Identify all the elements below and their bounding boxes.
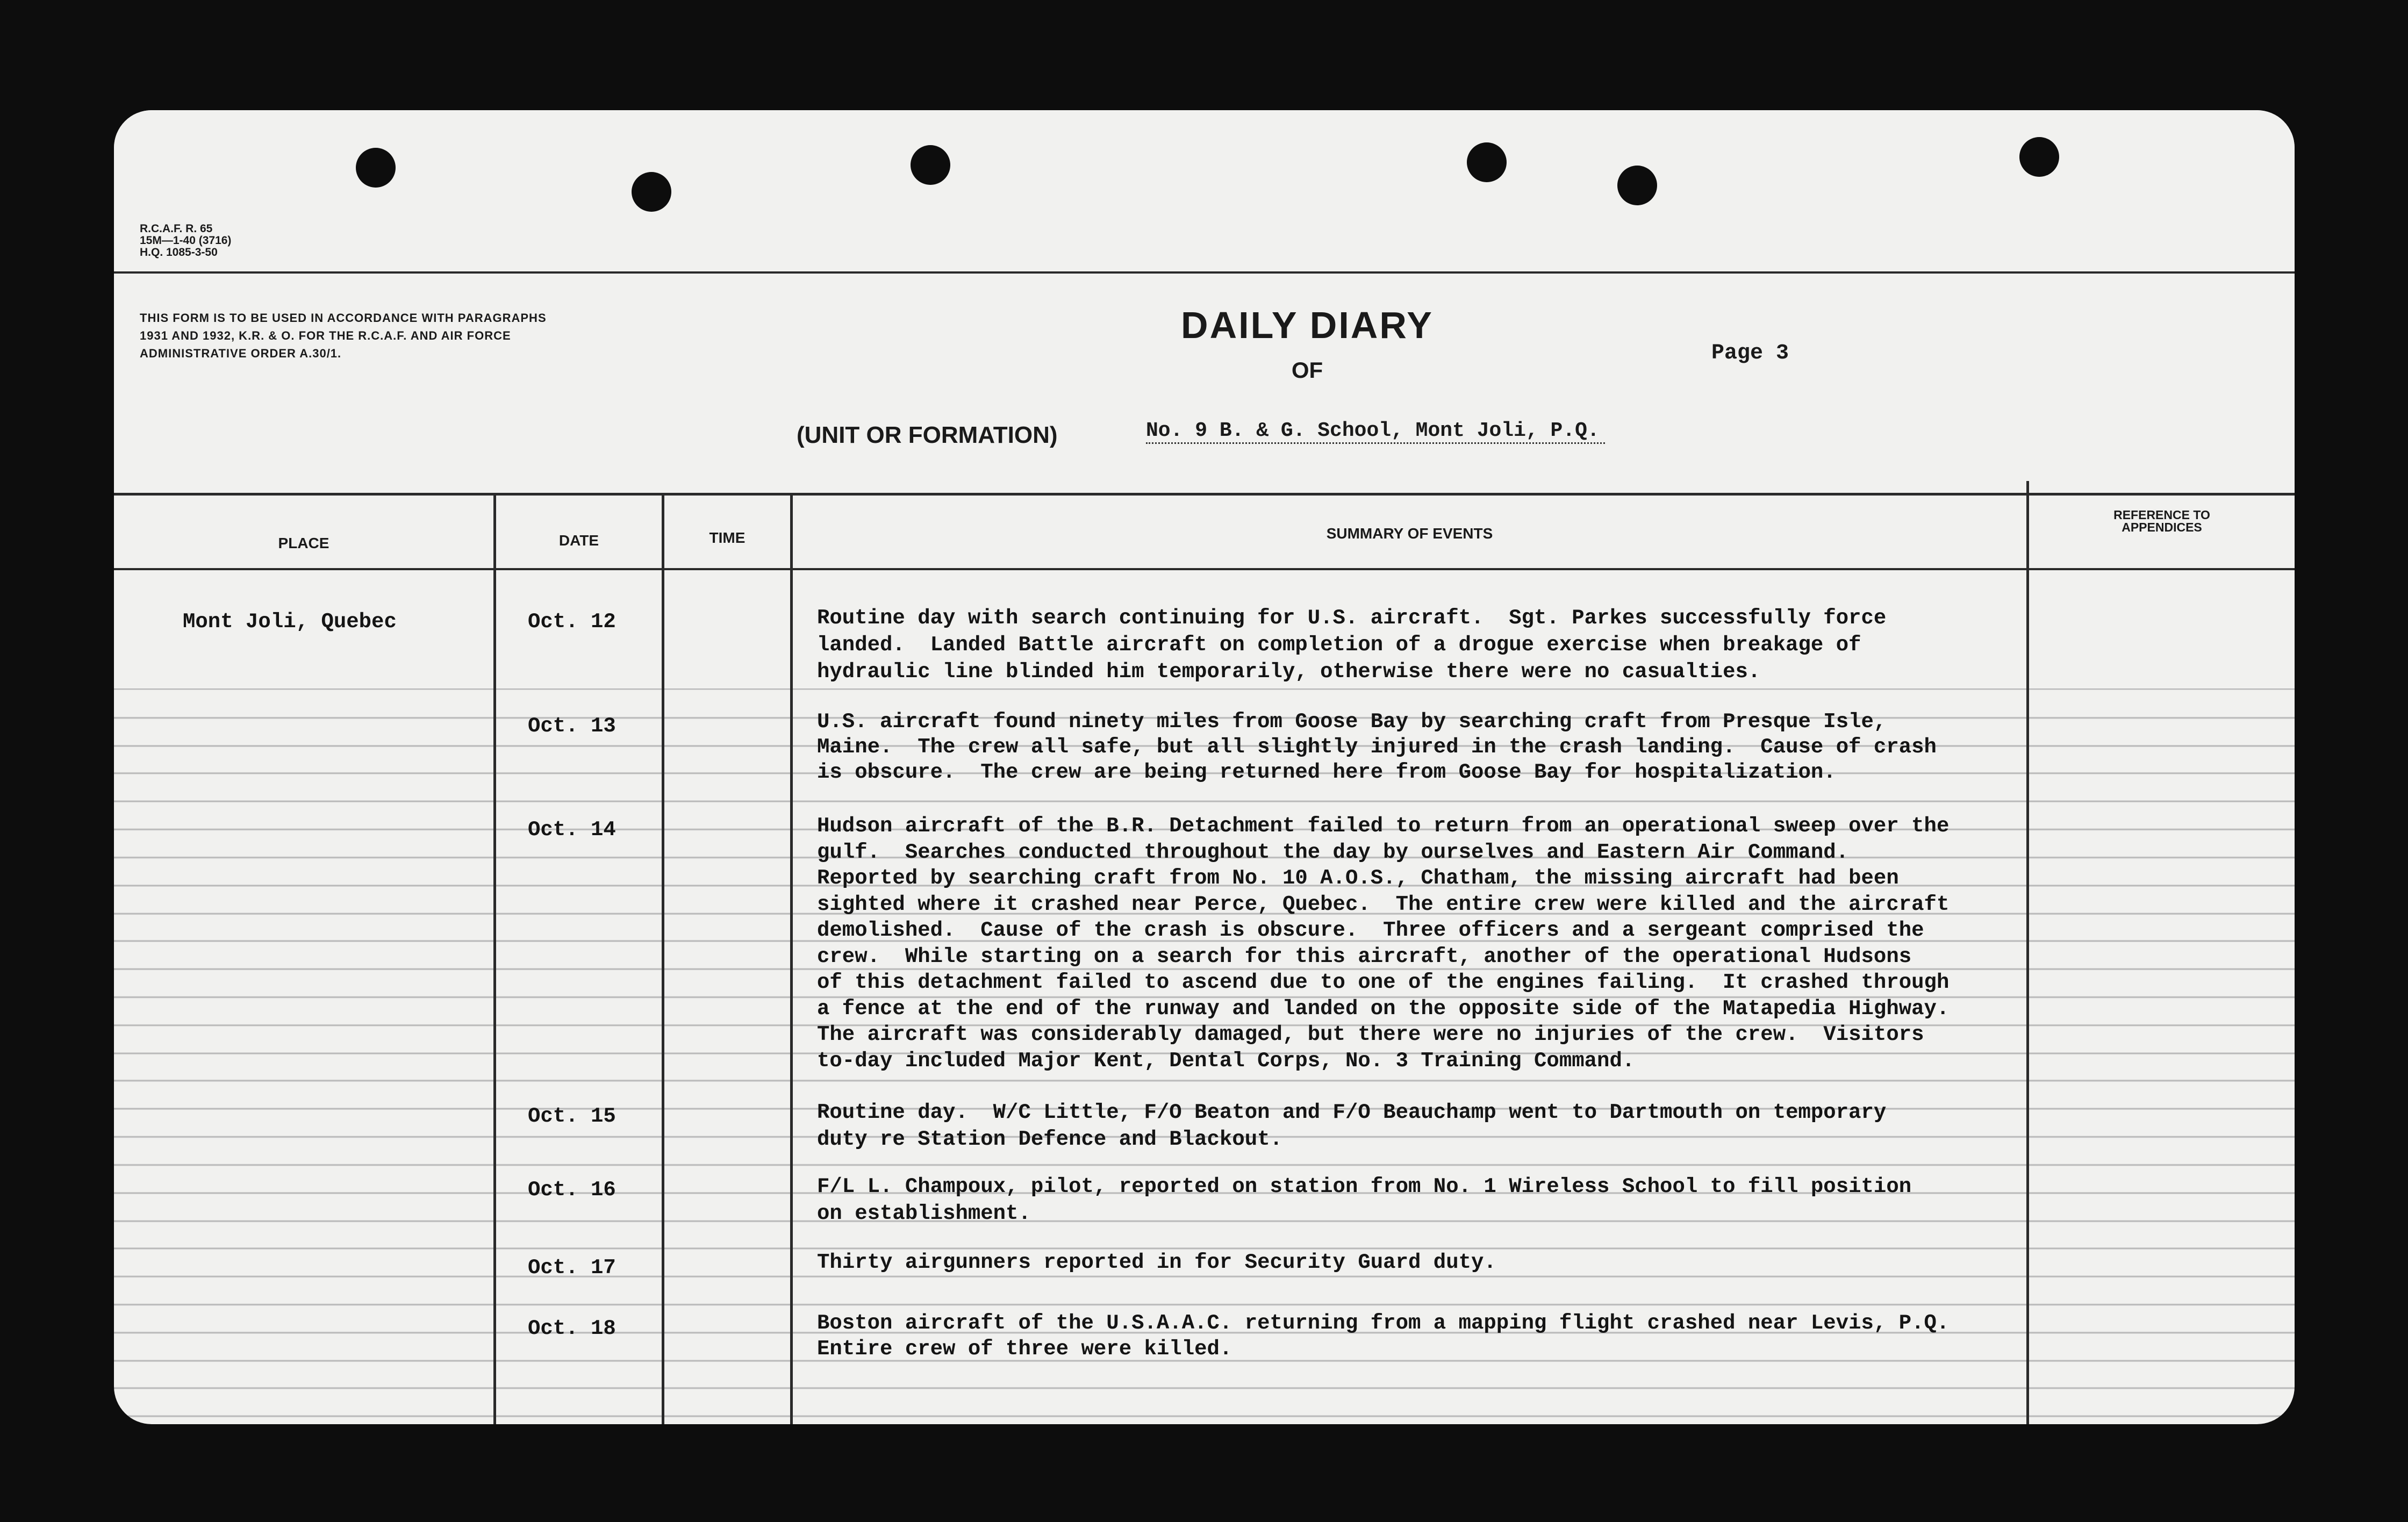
column-divider: [790, 493, 793, 1424]
punch-hole: [911, 145, 950, 185]
column-header-summary: SUMMARY OF EVENTS: [1326, 525, 1493, 542]
date-value: Oct. 15: [528, 1104, 616, 1128]
unit-label: (UNIT OR FORMATION): [797, 422, 1058, 448]
summary-text: Routine day with search continuing for U.S. aircraft. Sgt. Parkes successfully force landed. Landed Battle aircraft on completion of a drogue exercise when breakage of hydraulic line blinded him temporarily, otherwise there were no casualties.: [817, 606, 1887, 684]
summary-text: Thirty airgunners reported in for Security Guard duty.: [817, 1251, 1496, 1274]
form-notice: THIS FORM IS TO BE USED IN ACCORDANCE WITH PARAGRAPHS 1931 AND 1932, K.R. & O. FOR THE R.C.A.F. AND AIR FORCE ADMINISTRATIVE ORDER A.30/1.: [140, 311, 547, 360]
column-header-place: PLACE: [278, 535, 329, 551]
date-value: Oct. 17: [528, 1256, 616, 1280]
header-rule: [114, 271, 2295, 274]
diary-card: [114, 110, 2295, 1424]
form-code-line: H.Q. 1085-3-50: [140, 246, 218, 259]
date-value: Oct. 13: [528, 714, 616, 738]
summary-text: Boston aircraft of the U.S.A.A.C. returning from a mapping flight crashed near Levis, P.Q. Entire crew of three were killed.: [817, 1311, 1950, 1361]
punch-hole: [1617, 166, 1657, 205]
header-area: [114, 110, 2295, 688]
page-number: Page 3: [1711, 341, 1789, 365]
date-value: Oct. 14: [528, 818, 616, 842]
form-code: [140, 223, 231, 259]
punch-hole: [356, 148, 396, 188]
form-code-line: R.C.A.F. R. 65: [140, 222, 213, 235]
punch-hole: [2019, 137, 2059, 177]
date-value: Oct. 12: [528, 610, 616, 634]
date-value: Oct. 18: [528, 1317, 616, 1340]
punch-hole: [1467, 142, 1507, 182]
date-value: Oct. 16: [528, 1178, 616, 1202]
punch-hole: [632, 172, 671, 212]
form-code-line: 15M—1-40 (3716): [140, 234, 232, 247]
column-header-date: DATE: [558, 532, 599, 549]
unit-value: No. 9 B. & G. School, Mont Joli, P.Q.: [1146, 419, 1605, 444]
summary-text: U.S. aircraft found ninety miles from Goose Bay by searching craft from Presque Isle, Maine. The crew all safe, but all slightly injured in the crash landing. Cause of crash is obscure. The crew are being returned here from Goose Bay for hospitalization.: [817, 710, 1937, 784]
column-header-rule: [114, 568, 2295, 570]
column-divider: [2026, 481, 2029, 1424]
summary-text: F/L L. Champoux, pilot, reported on station from No. 1 Wireless School to fill position on establishment.: [817, 1175, 1912, 1225]
summary-text: Hudson aircraft of the B.R. Detachment failed to return from an operational sweep over the gulf. Searches conducted throughout the day by ourselves and Eastern Air Command. Reported by searching craft from No. 10 A.O.S., Chatham, the missing aircraft had been sighted where it crashed near Perce, Quebec. The entire crew were killed and the aircraft demolished. Cause of the crash is obscure. Three officers and a sergeant comprised the crew. While starting on a search for this aircraft, another of the operational Hudsons of this detachment failed to ascend due to one of the engines failing. It crashed through a fence at the end of the runway and landed on the opposite side of the Matapedia Highway. The aircraft was considerably damaged, but there were no injuries of the crew. Visitors to-day included Major Kent, Dental Corps, No. 3 Training Command.: [817, 814, 1950, 1073]
column-divider: [493, 493, 496, 1424]
column-divider: [662, 493, 664, 1424]
place-value: Mont Joli, Quebec: [183, 610, 397, 634]
title-of: OF: [1291, 357, 1323, 383]
column-header-time: TIME: [709, 529, 746, 546]
table-top-rule: [114, 493, 2295, 496]
summary-text: Routine day. W/C Little, F/O Beaton and F/O Beauchamp went to Dartmouth on temporary duty re Station Defence and Blackout.: [817, 1101, 1887, 1151]
column-header-reference: REFERENCE TO APPENDICES: [2113, 508, 2210, 534]
page-title: DAILY DIARY: [1181, 304, 1434, 346]
